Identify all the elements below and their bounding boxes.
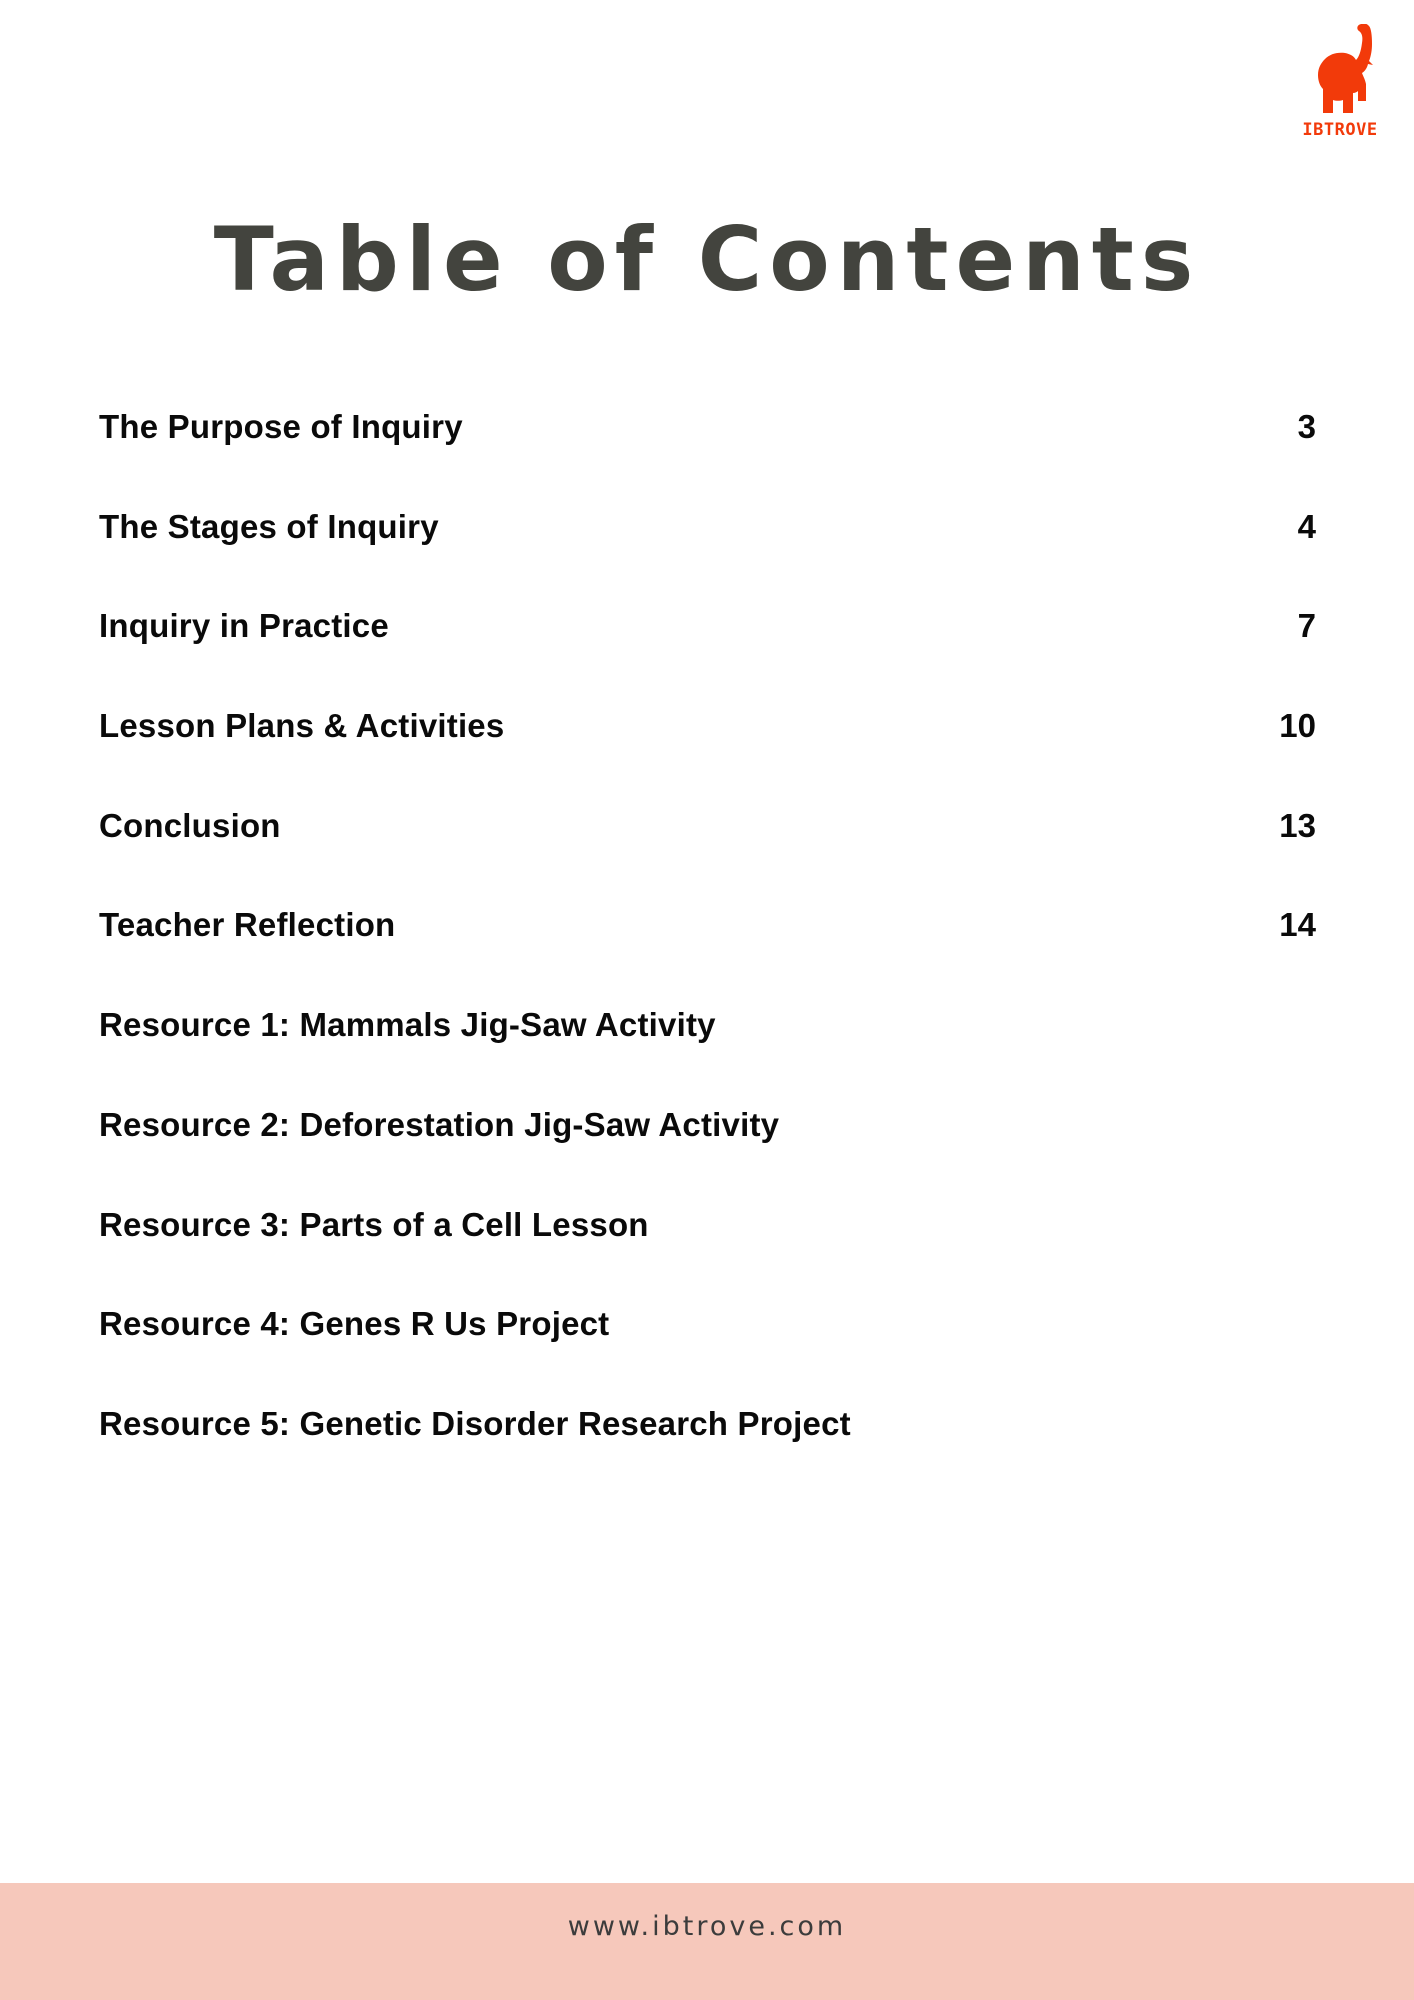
toc-entry-title: The Stages of Inquiry	[99, 507, 439, 545]
toc-entry[interactable]	[99, 1302, 1316, 1402]
toc-entry[interactable]	[99, 1203, 1316, 1303]
toc-entry-title: The Purpose of Inquiry	[99, 408, 463, 445]
footer-url-link[interactable]: www.ibtrove.com	[567, 1911, 847, 1942]
toc-entry[interactable]	[99, 604, 1316, 704]
toc-entry[interactable]	[99, 804, 1316, 904]
toc-entry-page: 4	[1297, 507, 1316, 545]
toc-entry[interactable]	[99, 1103, 1316, 1203]
toc-entry-page: 14	[1279, 906, 1316, 944]
toc-entry-page: 3	[1297, 408, 1316, 445]
toc-entry-title: Resource 3: Parts of a Cell Lesson	[99, 1205, 649, 1243]
table-of-contents	[99, 405, 1316, 1502]
toc-entry-page: 7	[1297, 607, 1316, 645]
toc-entry[interactable]	[99, 505, 1316, 605]
toc-entry-page: 13	[1279, 806, 1316, 844]
ibtrove-logo	[1290, 20, 1390, 145]
toc-entry[interactable]	[99, 903, 1316, 1003]
toc-entry-page: 10	[1279, 707, 1316, 745]
toc-entry-title: Resource 1: Mammals Jig-Saw Activity	[99, 1006, 716, 1044]
page-title: Table of Contents	[213, 208, 1201, 311]
toc-entry-title: Resource 2: Deforestation Jig-Saw Activity	[99, 1105, 780, 1143]
toc-entry-title: Conclusion	[99, 806, 281, 844]
toc-entry-title: Teacher Reflection	[99, 906, 396, 944]
toc-entry-title: Resource 4: Genes R Us Project	[99, 1305, 610, 1343]
brand-name: IBTROVE	[1302, 120, 1378, 140]
elephant-icon	[1304, 20, 1376, 120]
toc-entry[interactable]	[99, 1402, 1316, 1502]
toc-entry-title: Resource 5: Genetic Disorder Research Project	[99, 1404, 851, 1442]
toc-entry[interactable]	[99, 704, 1316, 804]
toc-entry[interactable]	[99, 405, 1316, 505]
toc-entry-title: Inquiry in Practice	[99, 607, 389, 645]
toc-entry-title: Lesson Plans & Activities	[99, 707, 505, 745]
footer-band	[0, 1883, 1414, 2000]
toc-entry[interactable]	[99, 1003, 1316, 1103]
